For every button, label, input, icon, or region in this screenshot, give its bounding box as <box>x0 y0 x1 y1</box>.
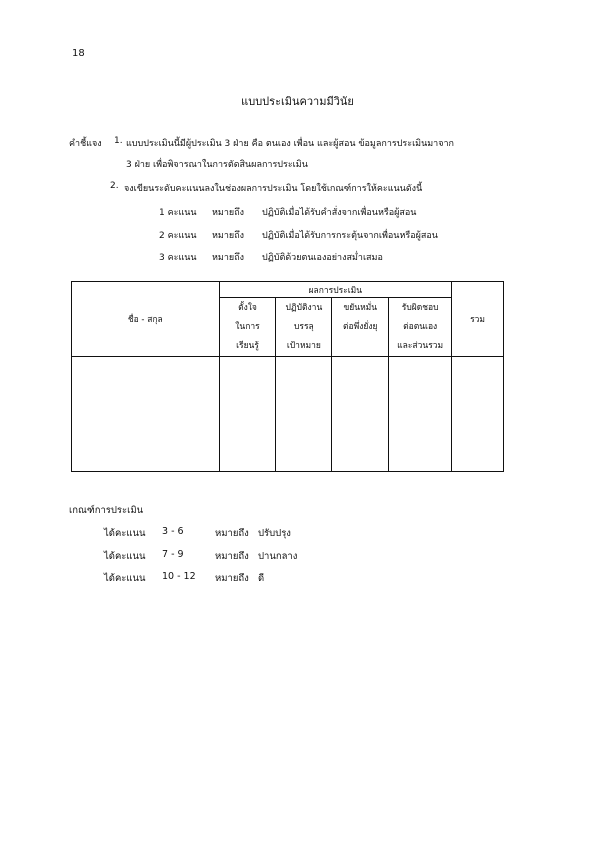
column-header-responsibility <box>389 298 452 357</box>
assessment-result-header: ผลการประเมิน <box>219 282 452 298</box>
score-2-means: หมายถึง <box>212 231 245 241</box>
total-header: รวม <box>452 282 504 357</box>
score-3-description: ปฏิบัติด้วยตนเองอย่างสม่ำเสมอ <box>262 253 383 263</box>
score-2-description: ปฏิบัติเมื่อได้รับการกระตุ้นจากเพื่อนหรือผู้สอน <box>262 231 438 241</box>
criteria-1-means: หมายถึง <box>215 528 249 539</box>
column-header-line: ขยันหมั่น <box>343 302 378 313</box>
criteria-3-means: หมายถึง <box>215 573 249 584</box>
instructions-label: คำชี้แจง <box>69 139 102 149</box>
criteria-3-result: ดี <box>258 573 265 584</box>
column-header-line: และส่วนรวม <box>397 340 444 351</box>
criteria-2-means: หมายถึง <box>215 551 249 562</box>
criteria-3-label: ได้คะแนน <box>104 573 146 584</box>
score-cell[interactable] <box>219 357 276 472</box>
criteria-2-range: 7 - 9 <box>162 549 184 560</box>
score-cell[interactable] <box>276 357 332 472</box>
instruction-1-number: 1. <box>114 136 123 146</box>
column-header-diligence <box>332 298 389 357</box>
column-header-attentive-learning <box>219 298 276 357</box>
column-header-line: ต่อตนเอง <box>403 321 438 332</box>
criteria-1-label: ได้คะแนน <box>104 528 146 539</box>
criteria-1-result: ปรับปรุง <box>258 528 291 539</box>
column-header-line: รับผิดชอบ <box>401 302 439 313</box>
score-cell[interactable] <box>332 357 389 472</box>
score-1-means: หมายถึง <box>212 208 245 218</box>
criteria-2-label: ได้คะแนน <box>104 551 146 562</box>
table-row <box>72 357 504 472</box>
instruction-1-line-1: แบบประเมินนี้มีผู้ประเมิน 3 ฝ่าย คือ ตนเอง เพื่อน และผู้สอน ข้อมูลการประเมินมาจาก <box>126 139 455 149</box>
criteria-heading: เกณฑ์การประเมิน <box>69 505 144 516</box>
criteria-3-range: 10 - 12 <box>162 571 196 582</box>
page-title: แบบประเมินความมีวินัย <box>241 95 354 108</box>
column-header-line: บรรลุ <box>294 321 314 332</box>
total-cell[interactable] <box>452 357 504 472</box>
page-number: 18 <box>72 48 85 59</box>
score-2-value: 2 คะแนน <box>159 231 197 241</box>
score-1-description: ปฏิบัติเมื่อได้รับคำสั่งจากเพื่อนหรือผู้สอน <box>262 208 417 218</box>
score-cell[interactable] <box>389 357 452 472</box>
column-header-line <box>332 337 388 356</box>
name-header: ชื่อ - สกุล <box>72 282 220 357</box>
score-3-means: หมายถึง <box>212 253 245 263</box>
criteria-1-range: 3 - 6 <box>162 526 184 537</box>
instruction-2-number: 2. <box>110 181 119 191</box>
instruction-2-line-1: จงเขียนระดับคะแนนลงในช่องผลการประเมิน โดยใช้เกณฑ์การให้คะแนนดังนี้ <box>124 184 423 194</box>
score-3-value: 3 คะแนน <box>159 253 197 263</box>
assessment-table <box>71 281 504 472</box>
column-header-line: ในการ <box>235 321 260 332</box>
column-header-line: ตั้งใจ <box>238 302 257 313</box>
criteria-2-result: ปานกลาง <box>258 551 298 562</box>
column-header-line: ปฏิบัติงาน <box>285 302 323 313</box>
column-header-line: เรียนรู้ <box>236 340 259 351</box>
column-header-goal-achievement <box>276 298 332 357</box>
score-1-value: 1 คะแนน <box>159 208 197 218</box>
name-cell[interactable] <box>72 357 220 472</box>
column-header-line: ต่อพึ่งยั่งยุ <box>343 321 378 332</box>
column-header-line: เป้าหมาย <box>286 340 321 351</box>
instruction-1-line-2: 3 ฝ่าย เพื่อพิจารณาในการตัดสินผลการประเมิน <box>126 160 308 170</box>
